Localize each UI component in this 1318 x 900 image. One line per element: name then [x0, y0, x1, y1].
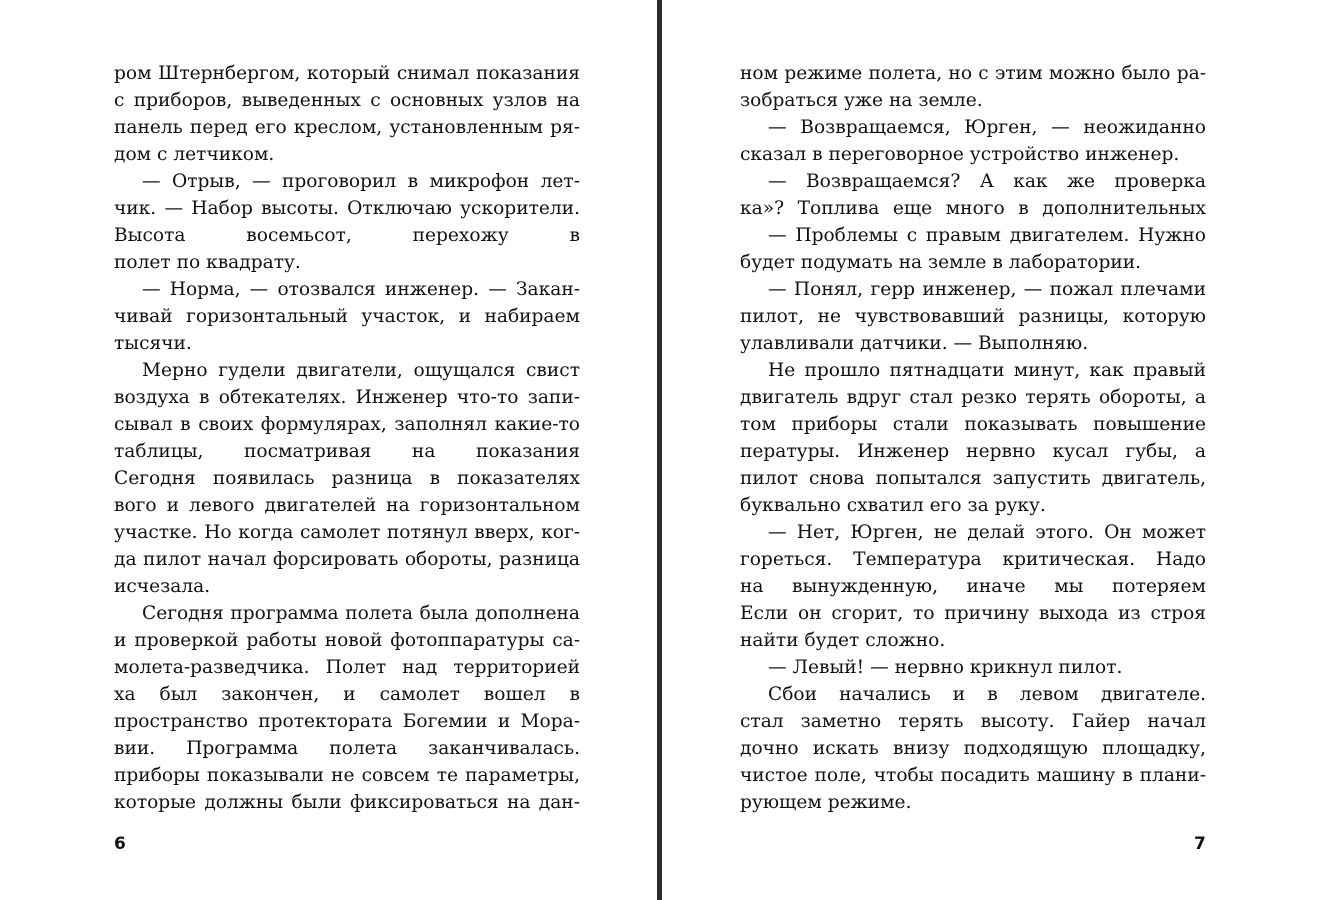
text-line: чивай горизонтальный участок, и набираем — [114, 306, 580, 327]
text-line: чик. — Набор высоты. Отключаю ускорители. — [114, 198, 580, 219]
text-line: будет подумать на земле в лаборатории. — [740, 252, 1142, 273]
text-line: сказал в переговорное устройство инженер. — [740, 144, 1180, 165]
text-line: вого и левого двигателей на горизонтальном — [114, 495, 580, 516]
text-line: улавливали датчики. — Выполняю. — [740, 333, 1089, 354]
text-line: сывал в своих формулярах, заполнял какие-то — [114, 414, 580, 435]
page-number-left: 6 — [114, 834, 126, 854]
text-line: ха был закончен, и самолет вошел в — [114, 684, 580, 705]
text-line: Не прошло пятнадцати минут, как правый — [768, 360, 1206, 381]
text-line: полет по квадрату. — [114, 252, 301, 273]
text-line: — Проблемы с правым двигателем. Нужно — [768, 225, 1206, 246]
text-line: участке. Но когда самолет потянул вверх, ког- — [114, 522, 580, 543]
text-line: зобраться уже на земле. — [740, 90, 983, 111]
text-line: рующем режиме. — [740, 792, 912, 813]
text-line: пилот снова попытался запустить двигатель, — [740, 468, 1206, 489]
text-line: двигатель вдруг стал резко терять обороты, а — [740, 387, 1206, 408]
text-line: буквально схватил его за руку. — [740, 495, 1046, 516]
text-line: чистое поле, чтобы посадить машину в плани- — [740, 765, 1206, 786]
text-line: ном режиме полета, но с этим можно было ра- — [740, 63, 1206, 84]
text-line: вии. Программа полета заканчивалась. — [114, 738, 580, 759]
text-line: исчезала. — [114, 576, 211, 597]
text-line: том приборы стали показывать повышение — [740, 414, 1206, 435]
text-line: — Нет, Юрген, не делай этого. Он может — [768, 522, 1206, 543]
text-line: с приборов, выведенных с основных узлов на — [114, 90, 580, 111]
text-line: — Норма, — отозвался инженер. — Закан- — [142, 279, 580, 300]
text-line: Сегодня появилась разница в показателях — [114, 468, 580, 489]
text-line: Высота восемьсот, перехожу в — [114, 225, 580, 246]
page-number-right: 7 — [1194, 834, 1206, 854]
text-line: которые должны были фиксироваться на дан- — [114, 792, 580, 813]
text-line: воздуха в обтекателях. Инженер что-то запи- — [114, 387, 580, 408]
text-line: Сегодня программа полета была дополнена — [142, 603, 580, 624]
text-line: — Левый! — нервно крикнул пилот. — [768, 657, 1123, 678]
text-line: Сбои начались и в левом двигателе. — [768, 684, 1206, 705]
text-line: найти будет сложно. — [740, 630, 946, 651]
text-line: гореться. Температура критическая. Надо — [740, 549, 1206, 570]
left-page — [114, 60, 580, 816]
text-line: — Отрыв, — проговорил в микрофон лет- — [142, 171, 580, 192]
text-line: — Понял, герр инженер, — пожал плечами — [768, 279, 1206, 300]
text-line: приборы показывали не совсем те параметры, — [114, 765, 580, 786]
text-line: Мерно гудели двигатели, ощущался свист — [142, 360, 580, 381]
text-line: дочно искать внизу подходящую площадку, — [740, 738, 1206, 759]
text-line: таблицы, посматривая на показания — [114, 441, 580, 462]
text-line: ка»? Топлива еще много в дополнительных — [740, 198, 1206, 219]
text-line: и проверкой работы новой фотоппаратуры са- — [114, 630, 580, 651]
text-line: пространство протектората Богемии и Мора- — [114, 711, 580, 732]
text-line: стал заметно терять высоту. Гайер начал — [740, 711, 1206, 732]
text-line: дом с летчиком. — [114, 144, 275, 165]
text-line: молета-разведчика. Полет над территорией — [114, 657, 580, 678]
text-line: пературы. Инженер нервно кусал губы, а — [740, 441, 1206, 462]
text-line: Если он сгорит, то причину выхода из строя — [740, 603, 1206, 624]
text-line: — Возвращаемся, Юрген, — неожиданно — [768, 117, 1206, 138]
text-line: ром Штернбергом, который снимал показания — [114, 63, 580, 84]
right-page — [740, 60, 1206, 816]
text-line: тысячи. — [114, 333, 192, 354]
text-line: — Возвращаемся? А как же проверка — [768, 171, 1206, 192]
text-line: панель перед его креслом, установленным ря- — [114, 117, 580, 138]
book-spine-divider — [657, 0, 662, 900]
text-line: пилот, не чувствовавший разницы, которую — [740, 306, 1206, 327]
text-line: да пилот начал форсировать обороты, разница — [114, 549, 580, 570]
text-line: на вынужденную, иначе мы потеряем — [740, 576, 1206, 597]
